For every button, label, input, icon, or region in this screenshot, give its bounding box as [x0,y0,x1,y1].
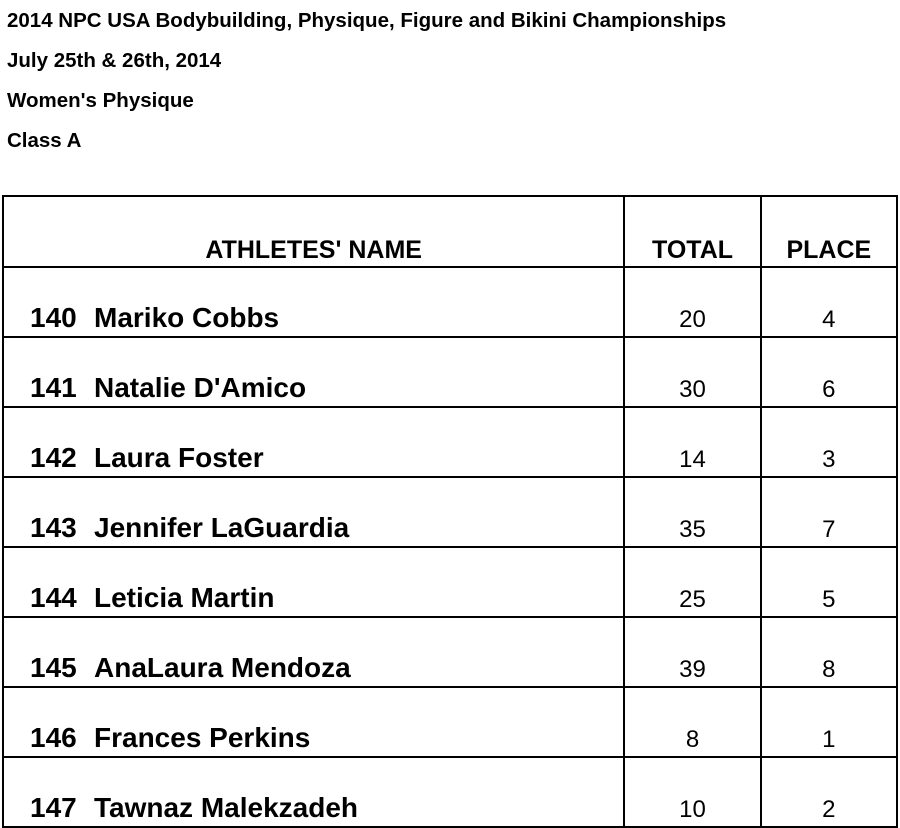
total-cell: 14 [624,407,760,477]
athlete-cell [3,757,624,827]
class-name: Class A [7,129,82,152]
place-cell: 5 [761,547,897,617]
event-dates: July 25th & 26th, 2014 [7,49,222,72]
place-cell: 1 [761,687,897,757]
athlete-name: Tawnaz Malekzadeh [94,792,359,823]
table-row [3,407,897,477]
athlete-number: 146 [30,722,77,753]
place-cell: 8 [761,617,897,687]
total-cell: 8 [624,687,760,757]
total-cell: 30 [624,337,760,407]
athlete-name: Mariko Cobbs [94,302,280,333]
athlete-name: Jennifer LaGuardia [94,512,350,543]
athlete-number: 147 [30,792,77,823]
athlete-cell [3,687,624,757]
athlete-cell [3,617,624,687]
table-row [3,757,897,827]
athlete-name: Laura Foster [94,442,264,473]
athlete-number: 143 [30,512,77,543]
table-header-row [3,196,897,267]
athlete-cell [3,267,624,337]
place-cell: 3 [761,407,897,477]
athletes-name-header: ATHLETES' NAME [3,196,624,267]
athlete-cell [3,407,624,477]
total-cell: 10 [624,757,760,827]
table-row [3,617,897,687]
athlete-number: 144 [30,582,77,613]
total-header: TOTAL [624,196,760,267]
athlete-cell [3,337,624,407]
division-name: Women's Physique [7,89,194,112]
athlete-number: 140 [30,302,77,333]
athlete-name: Natalie D'Amico [94,372,307,403]
athlete-number: 145 [30,652,77,683]
table-row [3,337,897,407]
table-row [3,547,897,617]
total-cell: 25 [624,547,760,617]
table-row [3,267,897,337]
athlete-cell [3,547,624,617]
table-row [3,477,897,547]
place-cell: 2 [761,757,897,827]
event-title: 2014 NPC USA Bodybuilding, Physique, Figure and Bikini Championships [7,9,727,32]
athlete-name: Frances Perkins [94,722,311,753]
table-row [3,687,897,757]
total-cell: 39 [624,617,760,687]
total-cell: 20 [624,267,760,337]
athlete-name: AnaLaura Mendoza [94,652,351,683]
place-cell: 4 [761,267,897,337]
place-cell: 6 [761,337,897,407]
athlete-number: 141 [30,372,77,403]
total-cell: 35 [624,477,760,547]
results-table [2,195,898,828]
place-cell: 7 [761,477,897,547]
athlete-cell [3,477,624,547]
athlete-number: 142 [30,442,77,473]
athlete-name: Leticia Martin [94,582,275,613]
place-header: PLACE [761,196,897,267]
